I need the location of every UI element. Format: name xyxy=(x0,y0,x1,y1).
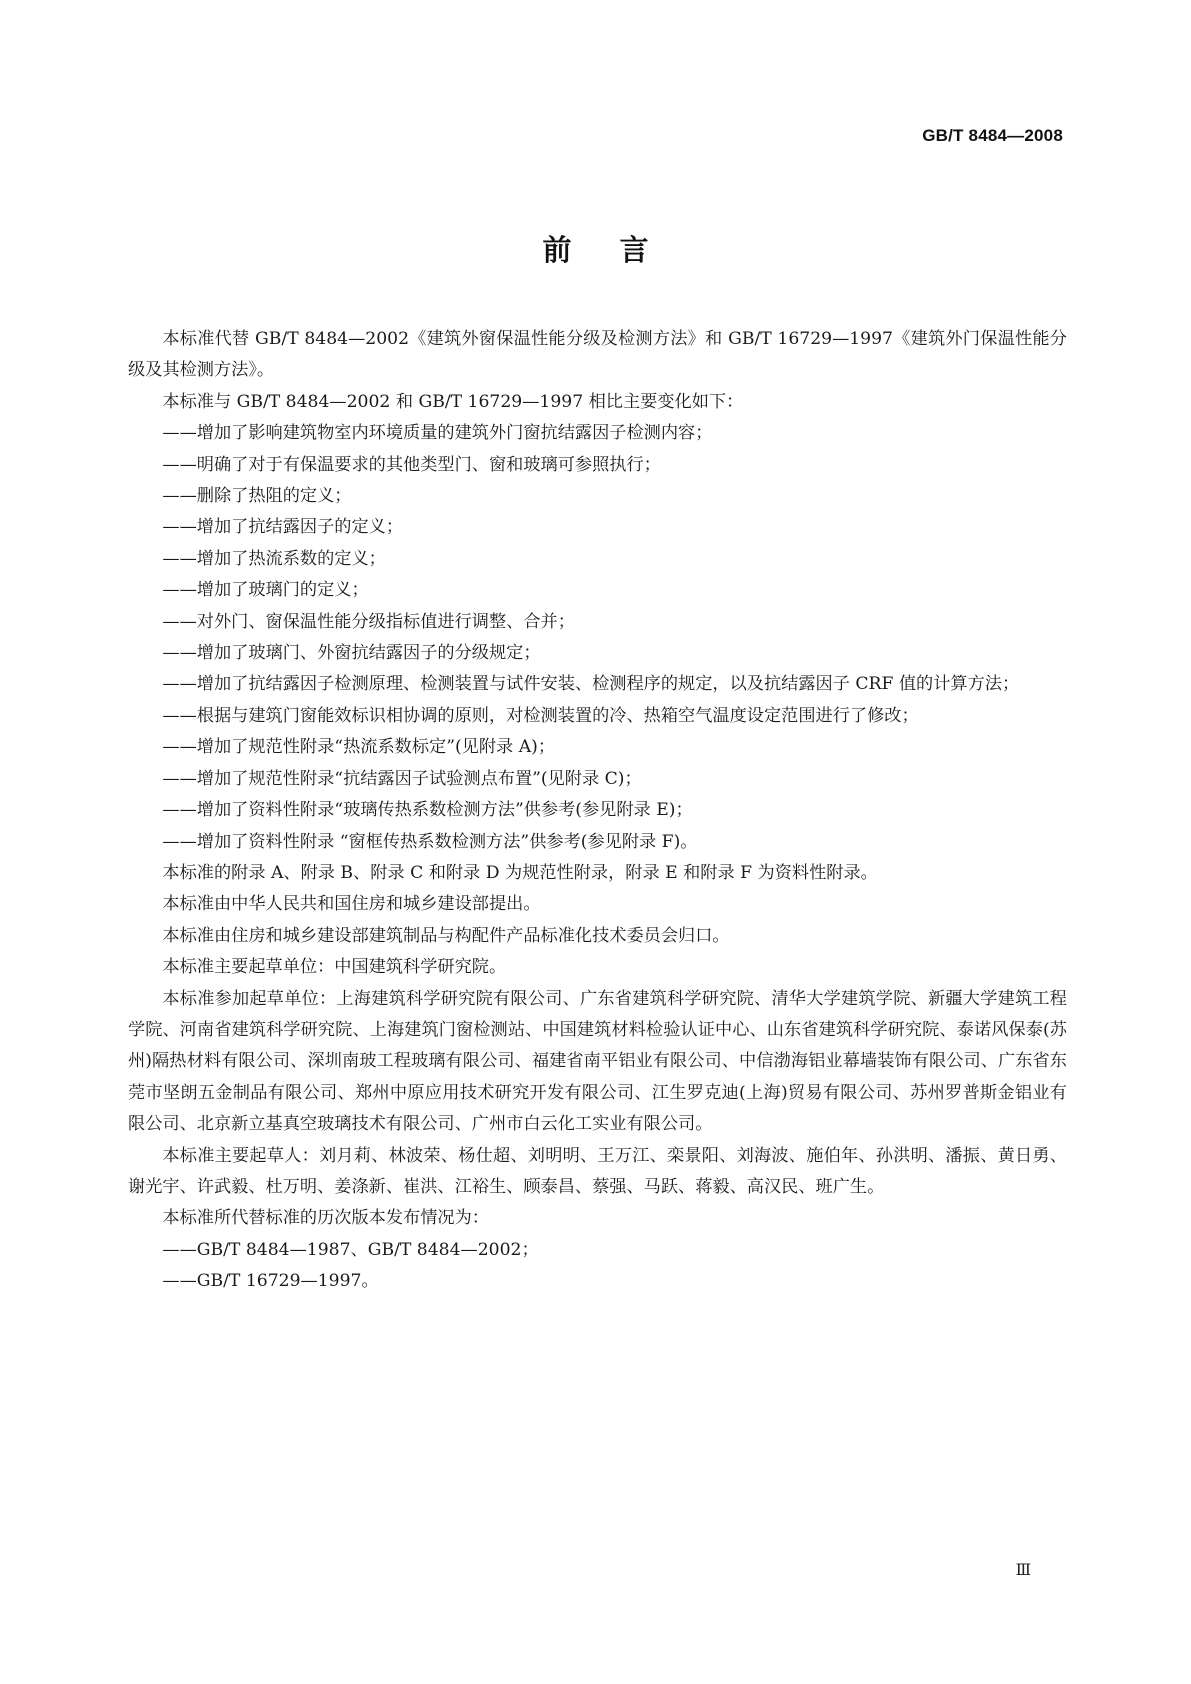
dash-marker: —— xyxy=(162,705,197,726)
dash-marker: —— xyxy=(162,517,197,538)
dash-marker: —— xyxy=(162,643,197,664)
dash-marker: —— xyxy=(162,800,197,821)
page-title: 前言 xyxy=(542,233,697,267)
page-number: Ⅲ xyxy=(1015,1562,1031,1579)
list-item: —— GB/T 8484—1987、GB/T 8484—2002； xyxy=(128,1235,1067,1266)
paragraph-proposed-by: 本标准由中华人民共和国住房和城乡建设部提出。 xyxy=(162,894,541,915)
list-item: —— 增加了玻璃门、外窗抗结露因子的分级规定； xyxy=(128,638,1067,669)
paragraph-under-jurisdiction: 本标准由住房和城乡建设部建筑制品与构配件产品标准化技术委员会归口。 xyxy=(162,925,730,946)
changes-list xyxy=(128,418,1067,858)
dash-marker: —— xyxy=(162,737,197,758)
list-item: —— 增加了热流系数的定义； xyxy=(128,544,1067,575)
dash-marker: —— xyxy=(162,548,197,569)
list-item: —— 增加了影响建筑物室内环境质量的建筑外门窗抗结露因子检测内容； xyxy=(128,418,1067,449)
list-item: —— 根据与建筑门窗能效标识相协调的原则，对检测装置的冷、热箱空气温度设定范围进行了修改； xyxy=(128,701,1067,732)
dash-marker: —— xyxy=(162,1271,197,1292)
list-item: —— 增加了规范性附录“抗结露因子试验测点布置”(见附录 C)； xyxy=(128,764,1067,795)
list-item: —— 删除了热阻的定义； xyxy=(128,481,1067,512)
list-item: —— 增加了抗结露因子检测原理、检测装置与试件安装、检测程序的规定，以及抗结露因子 CRF 值的计算方法； xyxy=(128,669,1067,700)
paragraph-replaces: 本标准代替 GB/T 8484—2002《建筑外窗保温性能分级及检测方法》和 GB/T 16729—1997《建筑外门保温性能分级及其检测方法》。 xyxy=(128,329,1067,381)
dash-marker: —— xyxy=(162,831,197,852)
history-list xyxy=(128,1235,1067,1298)
list-item: —— 增加了资料性附录 “窗框传热系数检测方法”供参考(参见附录 F)。 xyxy=(128,827,1067,858)
list-item: —— 增加了规范性附录“热流系数标定”(见附录 A)； xyxy=(128,732,1067,763)
dash-marker: —— xyxy=(162,423,197,444)
dash-marker: —— xyxy=(162,768,197,789)
standard-number: GB/T 8484—2008 xyxy=(922,126,1063,145)
list-item: —— 增加了玻璃门的定义； xyxy=(128,575,1067,606)
list-item: —— 明确了对于有保温要求的其他类型门、窗和玻璃可参照执行； xyxy=(128,450,1067,481)
paragraph-drafters: 本标准主要起草人：刘月莉、林波荣、杨仕超、刘明明、王万江、栾景阳、刘海波、施伯年、孙洪明、潘振、黄日勇、谢光宇、许武毅、杜万明、姜涤新、崔洪、江裕生、顾泰昌、蔡强、马跃、蒋毅、高汉民、班广生。 xyxy=(128,1145,1067,1197)
dash-marker: —— xyxy=(162,611,197,632)
list-item: —— GB/T 16729—1997。 xyxy=(128,1266,1067,1297)
dash-marker: —— xyxy=(162,454,197,475)
document-body xyxy=(128,324,1067,1298)
paragraph-history-intro: 本标准所代替标准的历次版本发布情况为： xyxy=(162,1208,489,1229)
list-item: —— 增加了资料性附录“玻璃传热系数检测方法”供参考(参见附录 E)； xyxy=(128,795,1067,826)
dash-marker: —— xyxy=(162,1239,197,1260)
list-item: —— 增加了抗结露因子的定义； xyxy=(128,512,1067,543)
dash-marker: —— xyxy=(162,486,197,507)
list-item: —— 对外门、窗保温性能分级指标值进行调整、合并； xyxy=(128,607,1067,638)
paragraph-participating-units: 本标准参加起草单位：上海建筑科学研究院有限公司、广东省建筑科学研究院、清华大学建筑学院、新疆大学建筑工程学院、河南省建筑科学研究院、上海建筑门窗检测站、中国建筑材料检验认证中心、山东省建筑科学研究院、泰诺风保泰(苏州)隔热材料有限公司、深圳南玻工程玻璃有限公司、福建省南平铝业有限公司、中信渤海铝业幕墙装饰有限公司、广东省东莞市坚朗五金制品有限公司、郑州中原应用技术研究开发有限公司、江生罗克迪(上海)贸易有限公司、苏州罗普斯金铝业有限公司、北京新立基真空玻璃技术有限公司、广州市白云化工实业有限公司。 xyxy=(128,988,1067,1135)
paragraph-annexes: 本标准的附录 A、附录 B、附录 C 和附录 D 为规范性附录，附录 E 和附录 F 为资料性附录。 xyxy=(162,862,878,883)
paragraph-changes-intro: 本标准与 GB/T 8484—2002 和 GB/T 16729—1997 相比主要变化如下： xyxy=(162,391,744,412)
dash-marker: —— xyxy=(162,674,197,695)
dash-marker: —— xyxy=(162,580,197,601)
paragraph-main-drafting-unit: 本标准主要起草单位：中国建筑科学研究院。 xyxy=(162,957,507,978)
